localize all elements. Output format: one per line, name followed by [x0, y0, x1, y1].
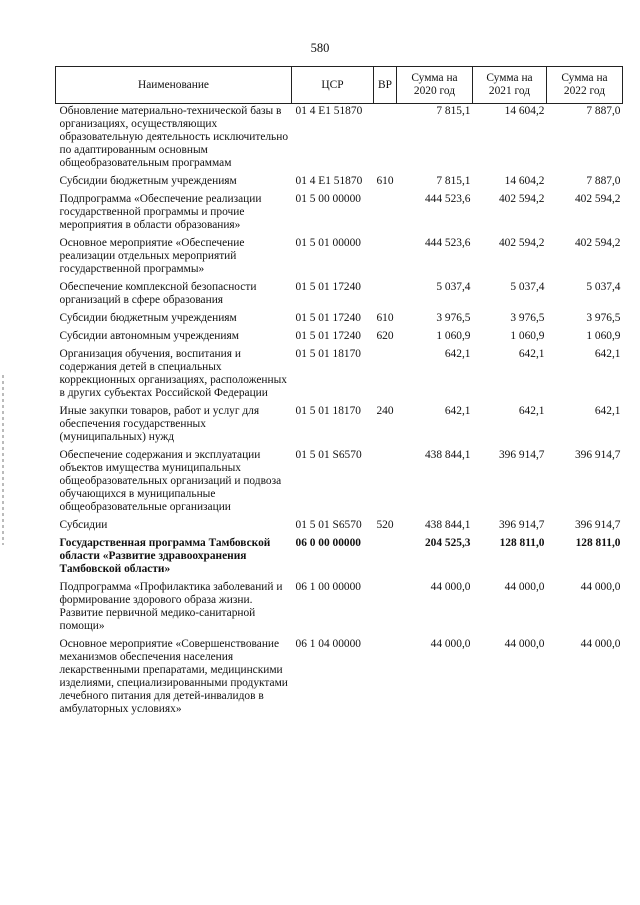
header-sum-2021: Сумма на 2021 год [473, 67, 547, 104]
cell-sum-2022: 44 000,0 [580, 638, 621, 650]
cell-sum-2020: 5 037,4 [436, 281, 471, 293]
cell-sum-2020: 444 523,6 [424, 193, 471, 205]
cell-sum-2021: 5 037,4 [510, 281, 545, 293]
cell-vr [374, 192, 397, 236]
cell-name: Подпрограмма «Профилактика заболеваний и формирование здорового образа жизни. Развитие первичной медико-санитарной помощи» [59, 581, 283, 632]
cell-name: Субсидии [59, 519, 108, 531]
cell-name: Обеспечение комплексной безопасности организаций в сфере образования [59, 281, 257, 306]
cell-vr [374, 637, 397, 720]
cell-csr: 01 5 01 18170 [295, 405, 361, 417]
table-row [56, 329, 623, 347]
cell-csr: 01 5 01 S6570 [295, 449, 362, 461]
cell-sum-2021: 1 060,9 [510, 330, 545, 342]
header-name: Наименование [56, 67, 292, 104]
table-header [56, 67, 623, 104]
cell-sum-2020: 44 000,0 [430, 581, 471, 593]
cell-sum-2022: 642,1 [594, 348, 621, 360]
header-sum-2022: Сумма на 2022 год [547, 67, 623, 104]
cell-sum-2022: 7 887,0 [586, 175, 621, 187]
cell-sum-2022: 1 060,9 [586, 330, 621, 342]
cell-csr: 01 4 E1 51870 [295, 175, 363, 187]
cell-name: Обновление материально-технической базы в организациях, осуществляющих образовательную деятельность исключительно по адаптированным основным общеобразовательным программам [59, 105, 289, 169]
table-row [56, 580, 623, 637]
cell-sum-2020: 444 523,6 [424, 237, 471, 249]
table-row [56, 311, 623, 329]
cell-vr [374, 347, 397, 404]
cell-csr: 01 5 01 18170 [295, 348, 361, 360]
cell-vr [374, 448, 397, 518]
table-row [56, 448, 623, 518]
cell-sum-2022: 7 887,0 [586, 105, 621, 117]
cell-vr: 240 [376, 405, 394, 417]
cell-sum-2021: 14 604,2 [504, 105, 545, 117]
cell-sum-2020: 642,1 [444, 405, 471, 417]
page-number: 580 [310, 41, 330, 55]
cell-sum-2021: 128 811,0 [499, 537, 545, 549]
table-row [56, 174, 623, 192]
cell-name: Основное мероприятие «Совершенствование механизмов обеспечения населения лекарственными препаратами, медицинскими изделиями, специализированными продуктами лечебного питания для детей-инвалидов в амбулаторных условиях» [59, 638, 288, 715]
table-row [56, 104, 623, 175]
cell-name: Субсидии бюджетным учреждениям [59, 175, 237, 187]
cell-vr: 610 [376, 312, 394, 324]
cell-vr: 520 [376, 519, 394, 531]
cell-sum-2021: 14 604,2 [504, 175, 545, 187]
cell-sum-2022: 5 037,4 [586, 281, 621, 293]
cell-vr [374, 536, 397, 580]
cell-vr [374, 580, 397, 637]
cell-sum-2022: 396 914,7 [574, 449, 621, 461]
cell-name: Субсидии бюджетным учреждениям [59, 312, 237, 324]
cell-name: Субсидии автономным учреждениям [59, 330, 239, 342]
cell-name: Государственная программа Тамбовской области «Развитие здравоохранения Тамбовской области» [59, 537, 271, 575]
cell-sum-2021: 44 000,0 [504, 638, 545, 650]
cell-sum-2020: 642,1 [444, 348, 471, 360]
cell-sum-2021: 642,1 [518, 348, 545, 360]
cell-sum-2020: 438 844,1 [424, 449, 471, 461]
cell-csr: 06 1 04 00000 [295, 638, 361, 650]
cell-sum-2020: 3 976,5 [436, 312, 471, 324]
header-vr: ВР [374, 67, 397, 104]
cell-csr: 01 5 01 17240 [295, 281, 361, 293]
table-row [56, 236, 623, 280]
cell-sum-2022: 44 000,0 [580, 581, 621, 593]
cell-vr [374, 280, 397, 311]
cell-csr: 06 1 00 00000 [295, 581, 361, 593]
header-sum-2020: Сумма на 2020 год [397, 67, 473, 104]
cell-name: Организация обучения, воспитания и содержания детей в специальных коррекционных организациях, расположенных в других субъектах Российской Федерации [59, 348, 287, 399]
cell-sum-2021: 3 976,5 [510, 312, 545, 324]
cell-sum-2020: 44 000,0 [430, 638, 471, 650]
table-row [56, 536, 623, 580]
cell-sum-2022: 402 594,2 [574, 193, 621, 205]
cell-vr: 610 [376, 175, 394, 187]
cell-sum-2022: 642,1 [594, 405, 621, 417]
cell-sum-2021: 402 594,2 [498, 193, 545, 205]
cell-sum-2020: 438 844,1 [424, 519, 471, 531]
table-row [56, 280, 623, 311]
cell-name: Иные закупки товаров, работ и услуг для обеспечения государственных (муниципальных) нужд [59, 405, 260, 443]
cell-csr: 01 5 01 S6570 [295, 519, 362, 531]
cell-csr: 01 4 E1 51870 [295, 105, 363, 117]
cell-sum-2022: 128 811,0 [575, 537, 621, 549]
table-row [56, 347, 623, 404]
header-csr: ЦСР [292, 67, 374, 104]
scan-edge-mark [2, 375, 4, 545]
cell-vr [374, 104, 397, 175]
table-row [56, 192, 623, 236]
cell-csr: 01 5 01 00000 [295, 237, 361, 249]
cell-csr: 01 5 01 17240 [295, 312, 361, 324]
cell-sum-2021: 396 914,7 [498, 519, 545, 531]
cell-vr [374, 236, 397, 280]
cell-name: Основное мероприятие «Обеспечение реализации отдельных мероприятий государственной программы» [59, 237, 245, 275]
table-row [56, 404, 623, 448]
table-body [56, 104, 623, 721]
cell-sum-2021: 402 594,2 [498, 237, 545, 249]
cell-sum-2022: 3 976,5 [586, 312, 621, 324]
cell-sum-2020: 7 815,1 [436, 175, 471, 187]
cell-sum-2021: 396 914,7 [498, 449, 545, 461]
cell-csr: 06 0 00 00000 [295, 537, 361, 549]
cell-name: Обеспечение содержания и эксплуатации объектов имущества муниципальных общеобразовательных организаций и подвоза обучающихся в муниципальные общеобразовательные организации [59, 449, 282, 513]
table-row [56, 637, 623, 720]
cell-sum-2020: 204 525,3 [424, 537, 471, 549]
budget-table [55, 66, 623, 720]
cell-vr: 620 [376, 330, 394, 342]
cell-name: Подпрограмма «Обеспечение реализации государственной программы и прочие мероприятия в области образования» [59, 193, 262, 231]
cell-csr: 01 5 00 00000 [295, 193, 361, 205]
table-row [56, 518, 623, 536]
cell-sum-2022: 402 594,2 [574, 237, 621, 249]
cell-csr: 01 5 01 17240 [295, 330, 361, 342]
cell-sum-2020: 1 060,9 [436, 330, 471, 342]
cell-sum-2021: 44 000,0 [504, 581, 545, 593]
cell-sum-2020: 7 815,1 [436, 105, 471, 117]
cell-sum-2022: 396 914,7 [574, 519, 621, 531]
cell-sum-2021: 642,1 [518, 405, 545, 417]
